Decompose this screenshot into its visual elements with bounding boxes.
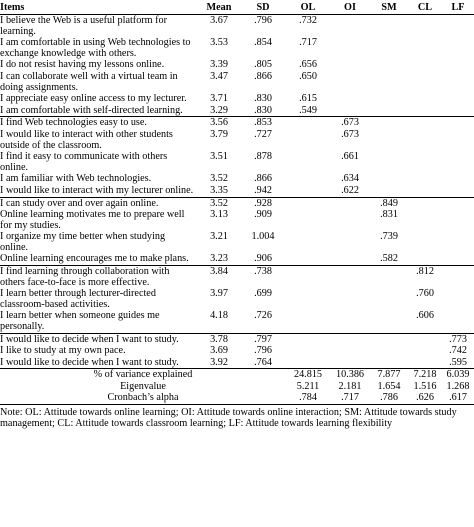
value-cell: .849: [380, 197, 398, 209]
table-row: [0, 93, 474, 105]
value-cell: [330, 231, 370, 253]
value-cell: .742: [449, 345, 467, 357]
value-cell: .830: [254, 93, 272, 105]
value-cell: 3.51: [210, 151, 228, 163]
value-cell: .760: [416, 288, 434, 300]
item-cell: Online learning encourages me to make plans.: [0, 253, 198, 265]
value-cell: 3.39: [210, 59, 228, 71]
value-cell: .615: [299, 93, 317, 105]
value-cell: [286, 266, 330, 289]
value-cell: .622: [330, 185, 370, 197]
value-cell: [286, 345, 330, 357]
value-cell: 3.47: [210, 70, 228, 82]
value-cell: [370, 37, 408, 59]
value-cell: [286, 117, 330, 129]
item-cell: Online learning motivates me to prepare well for my studies.: [0, 209, 185, 231]
summary-value: .617: [449, 392, 467, 404]
value-cell: [408, 173, 442, 185]
item-cell: I learn better through lecturer-directed classroom-based activities.: [0, 288, 156, 310]
value-cell: [370, 345, 408, 357]
value-cell: 3.23: [198, 253, 240, 265]
table-row: [0, 253, 474, 265]
item-cell: I believe the Web is a useful platform for learning.: [0, 15, 168, 37]
value-cell: [330, 288, 370, 310]
value-cell: [442, 129, 474, 151]
value-cell: [286, 151, 330, 173]
value-cell: [330, 345, 370, 357]
summary-row: [0, 369, 474, 381]
column-header: OL: [286, 0, 330, 15]
value-cell: [442, 93, 474, 105]
value-cell: .866: [254, 70, 272, 82]
value-cell: [442, 209, 474, 231]
value-cell: 3.78: [210, 333, 228, 345]
value-cell: .727: [254, 128, 272, 140]
table-row: [0, 209, 474, 231]
value-cell: [370, 266, 408, 289]
value-cell: [442, 266, 474, 289]
summary-value: 7.218: [413, 369, 437, 381]
value-cell: .673: [341, 128, 359, 140]
value-cell: .796: [254, 345, 272, 357]
value-cell: [286, 129, 330, 151]
value-cell: [408, 71, 442, 93]
value-cell: 3.56: [210, 117, 228, 129]
summary-value: 1.654: [377, 380, 401, 392]
value-cell: [442, 231, 474, 253]
value-cell: [408, 59, 442, 71]
table-row: [0, 117, 474, 129]
value-cell: [370, 117, 408, 129]
table-row: [0, 37, 474, 59]
value-cell: [330, 105, 370, 117]
value-cell: .797: [254, 333, 272, 345]
value-cell: [370, 185, 408, 197]
table-row: [0, 231, 474, 253]
table-row: [0, 71, 474, 93]
value-cell: [442, 310, 474, 333]
value-cell: 3.97: [210, 288, 228, 300]
value-cell: [408, 117, 442, 129]
value-cell: [442, 37, 474, 59]
value-cell: [370, 357, 408, 369]
summary-value: 1.268: [446, 380, 470, 392]
value-cell: 3.29: [198, 105, 240, 117]
table-row: [0, 151, 474, 173]
value-cell: [330, 37, 370, 59]
value-cell: .650: [299, 70, 317, 82]
value-cell: [442, 197, 474, 209]
summary-value: 10.386: [335, 369, 364, 381]
item-cell: I find Web technologies easy to use.: [0, 117, 147, 129]
item-cell: I can study over and over again online.: [0, 197, 159, 209]
value-cell: .699: [254, 288, 272, 300]
summary-label: Cronbach’s alpha: [107, 392, 179, 404]
value-cell: .764: [240, 357, 286, 369]
value-cell: 1.004: [251, 231, 275, 243]
value-cell: [286, 253, 330, 265]
value-cell: .853: [254, 117, 272, 129]
summary-value: 1.516: [413, 380, 437, 392]
summary-value: 5.211: [296, 380, 320, 392]
summary-value: 7.877: [377, 369, 401, 381]
value-cell: [408, 231, 442, 253]
value-cell: 3.92: [198, 357, 240, 369]
value-cell: .942: [240, 185, 286, 197]
value-cell: 3.35: [198, 185, 240, 197]
value-cell: [330, 15, 370, 38]
value-cell: [408, 345, 442, 357]
value-cell: [408, 37, 442, 59]
value-cell: [370, 15, 408, 38]
item-cell: I would like to interact with my lecturer online.: [0, 185, 198, 197]
value-cell: [408, 151, 442, 173]
value-cell: [408, 209, 442, 231]
value-cell: [370, 333, 408, 345]
item-cell: I find it easy to communicate with others online.: [0, 151, 168, 173]
value-cell: [408, 129, 442, 151]
value-cell: [330, 253, 370, 265]
value-cell: [370, 151, 408, 173]
table-row: [0, 333, 474, 345]
value-cell: [286, 185, 330, 197]
value-cell: 3.71: [210, 93, 228, 105]
value-cell: .661: [341, 151, 359, 163]
summary-value: .786: [380, 392, 398, 404]
value-cell: .606: [408, 310, 442, 333]
table-row: [0, 59, 474, 71]
value-cell: [408, 105, 442, 117]
value-cell: [442, 105, 474, 117]
value-cell: 3.84: [210, 266, 228, 278]
value-cell: [330, 357, 370, 369]
summary-value: 24.815: [293, 369, 322, 381]
column-header: CL: [408, 0, 442, 15]
item-cell: I do not resist having my lessons online.: [0, 59, 165, 71]
value-cell: 3.52: [210, 197, 228, 209]
value-cell: [408, 185, 442, 197]
table-row: [0, 173, 474, 185]
value-cell: .773: [449, 333, 467, 345]
value-cell: 3.67: [210, 15, 228, 26]
value-cell: .656: [299, 59, 317, 71]
value-cell: .805: [254, 59, 272, 71]
column-header: LF: [442, 0, 474, 15]
value-cell: 3.52: [210, 173, 228, 185]
value-cell: .673: [341, 117, 359, 129]
value-cell: .812: [416, 266, 434, 278]
item-cell: I find learning through collaboration with others face-to-face is more effective.: [0, 266, 170, 288]
value-cell: [442, 185, 474, 197]
value-cell: [370, 71, 408, 93]
value-cell: .726: [240, 310, 286, 333]
item-cell: I appreciate easy online access to my lecturer.: [0, 93, 187, 105]
value-cell: [408, 253, 442, 265]
value-cell: [408, 197, 442, 209]
value-cell: [408, 93, 442, 105]
value-cell: [408, 15, 442, 38]
value-cell: .928: [254, 197, 272, 209]
value-cell: [330, 59, 370, 71]
column-header: Mean: [198, 0, 240, 15]
summary-row: [0, 381, 474, 392]
value-cell: 3.13: [210, 209, 228, 221]
value-cell: [286, 209, 330, 231]
value-cell: .738: [254, 266, 272, 278]
value-cell: [286, 357, 330, 369]
value-cell: [330, 197, 370, 209]
summary-value: 6.039: [446, 369, 470, 381]
value-cell: [442, 253, 474, 265]
value-cell: .549: [286, 105, 330, 117]
table-row: [0, 288, 474, 310]
value-cell: .878: [254, 151, 272, 163]
value-cell: [442, 151, 474, 173]
value-cell: 3.53: [210, 37, 228, 49]
value-cell: .595: [442, 357, 474, 369]
value-cell: [330, 266, 370, 289]
column-header: Items: [0, 0, 198, 15]
table-row: [0, 105, 474, 117]
value-cell: 4.18: [198, 310, 240, 333]
value-cell: [442, 59, 474, 71]
value-cell: [442, 71, 474, 93]
value-cell: [286, 197, 330, 209]
item-cell: I am comfortable with self-directed learning.: [0, 105, 198, 117]
value-cell: [330, 93, 370, 105]
value-cell: [442, 288, 474, 310]
summary-label: Eigenvalue: [120, 380, 166, 392]
summary-value: .626: [416, 392, 434, 404]
summary-value: .784: [299, 392, 317, 404]
item-cell: I would like to interact with other students outside of the classroom.: [0, 128, 173, 151]
column-header: OI: [330, 0, 370, 15]
value-cell: .866: [254, 173, 272, 185]
value-cell: 3.21: [210, 231, 228, 243]
summary-label: % of variance explained: [93, 369, 193, 381]
value-cell: [370, 310, 408, 333]
value-cell: .717: [299, 37, 317, 49]
table-body: [0, 15, 474, 404]
table-row: [0, 345, 474, 357]
column-header: SD: [240, 0, 286, 15]
value-cell: [370, 93, 408, 105]
value-cell: .739: [380, 231, 398, 243]
value-cell: .582: [370, 253, 408, 265]
value-cell: [286, 173, 330, 185]
value-cell: [286, 288, 330, 310]
item-cell: I learn better when someone guides me personally.: [0, 310, 198, 333]
value-cell: [408, 333, 442, 345]
value-cell: [286, 231, 330, 253]
item-cell: I like to study at my own pace.: [0, 345, 126, 357]
item-cell: I would like to decide when I want to study.: [0, 357, 198, 369]
item-cell: I am familiar with Web technologies.: [0, 173, 152, 185]
item-cell: I can collaborate well with a virtual team in doing assignments.: [0, 70, 178, 93]
table-row: [0, 310, 474, 333]
table-row: [0, 266, 474, 289]
item-cell: I would like to decide when I want to study.: [0, 333, 179, 345]
summary-value: .717: [341, 392, 359, 404]
value-cell: [330, 209, 370, 231]
value-cell: .831: [380, 209, 398, 221]
value-cell: [370, 129, 408, 151]
header-row: [0, 0, 474, 15]
item-cell: I am comfortable in using Web technologies to exchange knowledge with others.: [0, 37, 191, 59]
table-row: [0, 357, 474, 369]
value-cell: [286, 333, 330, 345]
value-cell: .796: [254, 15, 272, 26]
value-cell: [330, 310, 370, 333]
value-cell: .906: [240, 253, 286, 265]
value-cell: [370, 105, 408, 117]
table-row: [0, 129, 474, 151]
summary-row: [0, 392, 474, 403]
value-cell: .830: [240, 105, 286, 117]
table-row: [0, 185, 474, 197]
value-cell: [442, 173, 474, 185]
table-note: Note: OL: Attitude towards online learning; OI: Attitude towards online interaction; SM: Attitude towards study management; CL: Attitude towards classroom learning; LF: Attitude towards learning flexibility: [0, 404, 474, 429]
item-cell: I organize my time better when studying online.: [0, 231, 166, 253]
value-cell: [370, 173, 408, 185]
value-cell: 3.79: [210, 128, 228, 140]
table-row: [0, 15, 474, 38]
value-cell: [286, 310, 330, 333]
value-cell: .634: [341, 173, 359, 185]
value-cell: .909: [254, 209, 272, 221]
value-cell: [442, 117, 474, 129]
value-cell: [370, 59, 408, 71]
value-cell: [442, 15, 474, 38]
value-cell: .732: [299, 15, 317, 26]
summary-value: 2.181: [338, 380, 362, 392]
value-cell: [330, 71, 370, 93]
value-cell: .854: [254, 37, 272, 49]
column-header: SM: [370, 0, 408, 15]
value-cell: 3.69: [210, 345, 228, 357]
table-row: [0, 197, 474, 209]
value-cell: [370, 288, 408, 310]
value-cell: [330, 333, 370, 345]
value-cell: [408, 357, 442, 369]
